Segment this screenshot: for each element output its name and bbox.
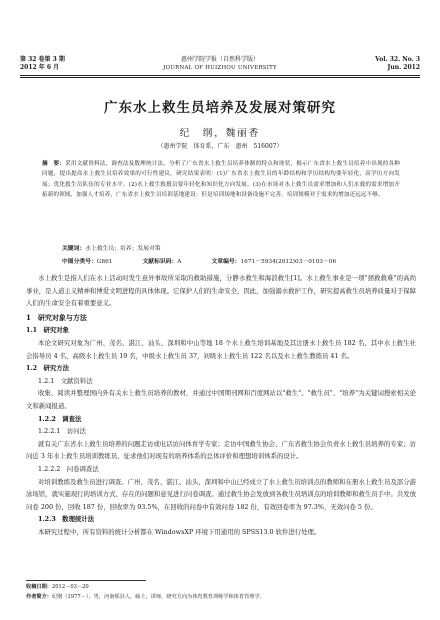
paper-title: 广东水上救生员培养及发展对策研究 (104, 100, 336, 116)
section-heading-1-2-3: 1.2.3 数理统计法 (38, 515, 95, 524)
classification-line (62, 256, 336, 265)
paragraph-1-2-2-2: 对培训教练及救生员进行调查。广州、茂名、湛江、汕头、深圳和中山已经成立了水上救生员培训点的教师和在册水上救生员及部分游泳场馆，就实施现行的培训方式、存在的问题和意见进行问卷调查。通过救生协会发放到各救生员培训点的培训教师和救生员手中。共发放问卷 200 份，回收 187 份，回收率为 93.5%，在回收的问卷中有效问卷 182 份，有效回卷率为 97.3%，无效问卷 5 份。 (26, 477, 416, 511)
abstract-text: 采用文献资料法、调查法及数理统计法，分析了广东省水上救生员培养体制的特点和现状，揭示广东省水上救生员培养中出现的各种问题，提出提高水上救生员培养效果的可行性建议。研究结果表明：(1)广东省水上救生员的年龄结构和学历结构均要年轻化，高学历方向发展；优化救生员队伍的专业水平。(2)水上救生救援员要年轻化和知识化方向发展，(3)在市场对水上救生员需求增加和人们水救的需求增加开拓新的领域，加强人才培养，广东省水上救生员培训基地建设：但是培训场地和设备设施不完善，培训规模对于需求的增加还远远不够。 (42, 161, 400, 199)
footnote-rule (26, 580, 146, 581)
keywords-label: 关键词： (62, 246, 86, 252)
section-heading-1-2-1: 1.2.1 文献资料法 (38, 376, 93, 385)
doc-code: A (177, 259, 182, 265)
received-label: 收稿日期： (26, 584, 52, 590)
article-id: 1671－5934(2012)03－0103－06 (240, 259, 337, 265)
section-heading-1-2-2: 1.2.2 调查法 (38, 414, 82, 423)
header-right (375, 56, 420, 72)
volume-en: Vol. 32. No. 3 (375, 56, 420, 63)
clc-code: G861 (96, 259, 113, 265)
header-rule (20, 75, 420, 76)
header-left (20, 56, 65, 72)
abstract-label: 摘 要： (42, 161, 66, 167)
paragraph-1-2-3: 本研究过程中，所有资料的统计分析都在 WindowsXP 环境下用通用的 SPSS13.0 软件进行处理。 (38, 527, 321, 536)
section-heading-1-2-2-1: 1.2.2.1 访问法 (38, 427, 86, 436)
journal-name-en: JOURNAL OF HUIZHOU UNIVERSITY (163, 65, 277, 71)
section-heading-1: 1 研究对象与方法 (26, 312, 87, 322)
footnote-author (26, 593, 265, 602)
date-en: Jun. 2012 (387, 64, 420, 71)
section-heading-1-1: 1.1 研究对象 (26, 326, 70, 335)
footnote-received (26, 583, 89, 592)
author-list: 纪 纲，魏丽香 (179, 128, 261, 139)
clc-label: 中图分类号： (62, 259, 97, 265)
intro-paragraph: 水上救生是指人们在水上活动时发生意外事故所采取的救助措施，分静水救生和海浪救生[1]。水上救生事业是一项"拯救救难"的高尚事业，是人道主义精神和博爱文明进程的具体体现。它保护人们的生命安全，因此，加强溺水救护工作，研究提高救生员培养质量对于保障人们的生命安全有着重要意义。 (26, 274, 416, 308)
author-bio: 纪纲（1977－），男，河南郏县人，硕士，讲师，研究方向为体育教育训练学和体育管理学。 (51, 594, 265, 600)
header-rule (20, 77, 420, 78)
doc-code-label: 文献标识码： (142, 259, 178, 265)
keywords-text: 水上救生员；培养；发展对策 (85, 246, 161, 252)
volume-cn: 第 32 卷第 3 期 (20, 56, 65, 63)
affiliation: （惠州学院 体育系，广东 惠州 516007） (157, 143, 283, 150)
article-id-label: 文章编号： (211, 259, 241, 265)
journal-name-cn: 惠州学院学报（自然科学版） (180, 56, 259, 63)
paragraph-1-2-1: 收集、阅读并整理国内外有关水上救生员培养的教材，并通过中国期刊网和百度网站以"救生"、"救生员"、"培养"为关键词搜索相关论文和新闻报道。 (26, 389, 416, 410)
date-cn: 2012 年 6 月 (20, 64, 60, 71)
header-center (120, 56, 320, 72)
article-body (26, 272, 416, 538)
received-date: 2012－03－20 (51, 584, 89, 590)
paragraph-1-1: 本论文研究对象为广州、茂名、湛江、汕头、深圳和中山等地 18 个水上救生培训基地及其注册水上救生员 182 名，其中水上救生社会指导员 4 名，高级水上救生员 19 名，中级水上救生员 37，初级水上救生员 122 名以及水上救生教练员 41 名。 (26, 338, 416, 360)
running-header (0, 0, 440, 80)
keywords (62, 243, 161, 252)
paragraph-1-2-2-1: 就有关广东省水上救生员培养的问题走访或电话访问体育学专家；走访中国救生协会、广东省救生协会负责水上救生员培养的专家；访问近 3 年水上救生员培训教练员，征求他们对现有的培养体系的总体评价和理想培训体系的设计。 (26, 439, 416, 461)
section-heading-1-2: 1.2 研究方法 (26, 364, 70, 373)
section-heading-1-2-2-2: 1.2.2.2 问卷调查法 (38, 464, 99, 473)
author-bio-label: 作者简介： (26, 594, 52, 600)
abstract (42, 159, 400, 201)
